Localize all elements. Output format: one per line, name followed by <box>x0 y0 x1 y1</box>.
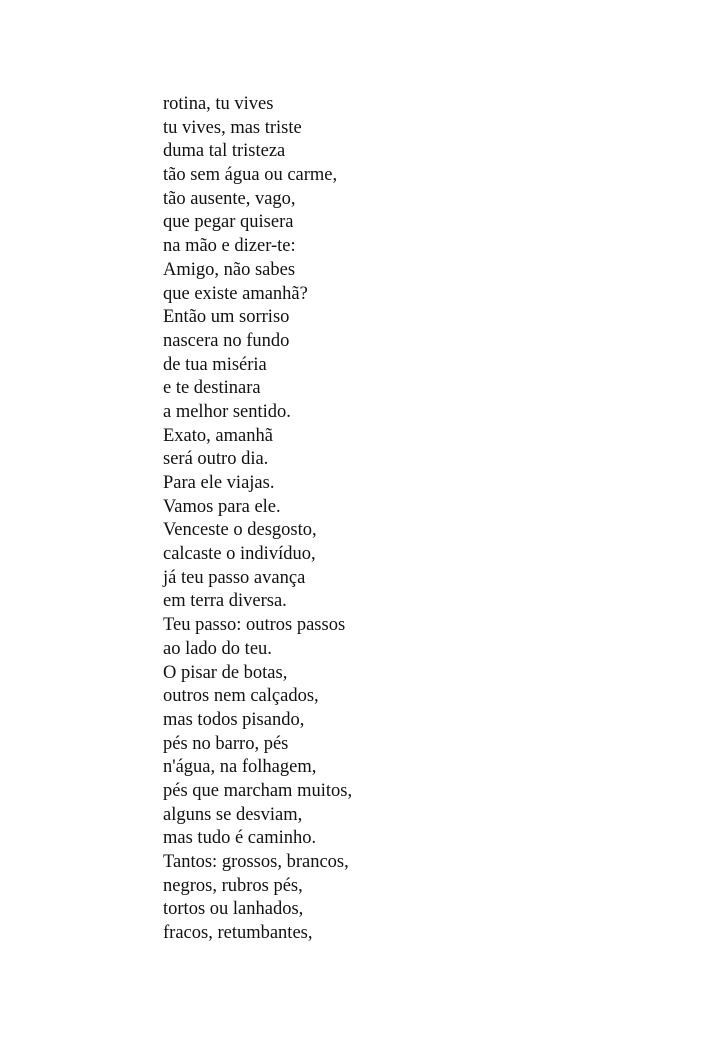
poem-line: outros nem calçados, <box>163 686 319 707</box>
poem-line: Vamos para ele. <box>163 496 281 517</box>
poem-line: de tua miséria <box>163 354 267 375</box>
poem-line: Venceste o desgosto, <box>163 520 317 541</box>
poem-line: O pisar de botas, <box>163 662 288 683</box>
poem-line: Amigo, não sabes <box>163 259 296 280</box>
poem-line: mas tudo é caminho. <box>163 828 317 849</box>
poem-line: ao lado do teu. <box>163 638 272 659</box>
poem-line: nascera no fundo <box>163 330 290 351</box>
poem-line: fracos, retumbantes, <box>163 923 313 944</box>
poem-line: pés que marcham muitos, <box>163 780 353 801</box>
poem-line: a melhor sentido. <box>163 401 291 422</box>
poem-line: negros, rubros pés, <box>163 875 303 896</box>
poem-line: Tantos: grossos, brancos, <box>163 852 349 872</box>
poem-line: será outro dia. <box>163 449 269 470</box>
poem-line: mas todos pisando, <box>163 709 305 730</box>
poem-line: alguns se desviam, <box>163 804 303 825</box>
poem-line: Teu passo: outros passos <box>163 615 346 636</box>
poem-line: duma tal tristeza <box>163 141 286 162</box>
poem-line: rotina, tu vives <box>163 94 274 114</box>
poem-line: que pegar quisera <box>163 212 294 233</box>
poem-line: na mão e dizer-te: <box>163 236 296 257</box>
poem-line: tão sem água ou carme, <box>163 165 338 186</box>
poem-line: já teu passo avança <box>163 567 306 588</box>
poem-line: Exato, amanhã <box>163 425 273 446</box>
poem-line: que existe amanhã? <box>163 283 308 304</box>
poem-line: pés no barro, pés <box>163 733 289 754</box>
poem-line: n'água, na folhagem, <box>163 757 317 778</box>
poem-line: tu vives, mas triste <box>163 117 302 138</box>
poem-line: Para ele viajas. <box>163 473 275 493</box>
poem-line: tortos ou lanhados, <box>163 899 304 920</box>
poem-line: Então um sorriso <box>163 307 290 328</box>
poem-line: em terra diversa. <box>163 591 287 612</box>
poem-line: tão ausente, vago, <box>163 188 296 209</box>
poem-line: e te destinara <box>163 378 261 399</box>
poem-line: calcaste o indivíduo, <box>163 544 316 565</box>
poem-text <box>163 93 352 946</box>
